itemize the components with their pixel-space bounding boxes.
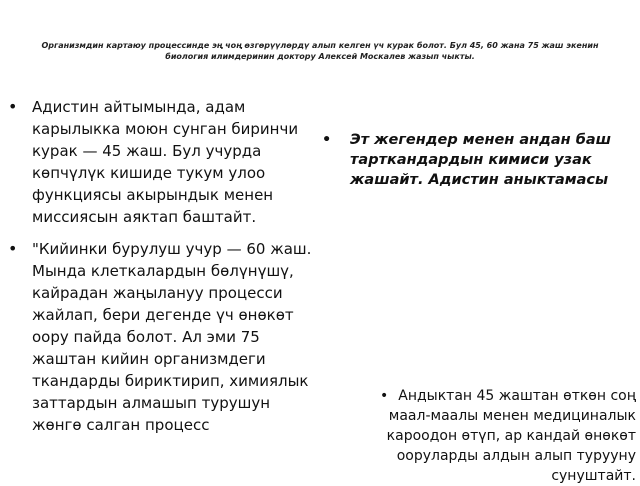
bullet-icon: • [322, 132, 332, 148]
related-article-text: Эт жегендер менен андан баш тарткандардын кимиси узак жашайт. Адистин аныктамасы [350, 132, 612, 188]
list-item [8, 96, 318, 228]
left-column [8, 96, 318, 446]
list-item-text: "Кийинки бурулуш учур — 60 жаш. Мында клеткалардын бөлүнүшү, кайрадан жаңылануу процесси жайлап, бери дегенде үч өнөкөт оору пайда болот. Ал эми 75 жаштан кийин организмдеги ткандарды бириктирип, химиялык заттардын алмашып турушун жөнгө салган процесс [32, 240, 312, 434]
recommendation-paragraph [336, 386, 636, 486]
list-item [8, 238, 318, 436]
bullet-icon: • [8, 239, 18, 258]
bullet-icon: • [8, 97, 18, 116]
related-article-link[interactable] [322, 130, 622, 190]
article-title: Организмдин картаюу процессинде эң чоң өзгөрүүлөрдү алып келген үч курак болот. Бул 45, 60 жана 75 жаш экенин биология илимдеринин доктору Алексей Москалев жазып чыкты. [41, 41, 599, 61]
bullet-icon: • [380, 388, 389, 404]
list-item-text: Адистин айтымында, адам карылыкка моюн сунган биринчи курак — 45 жаш. Бул учурда көпчүлүк кишиде тукум улоо функциясы акырындык менен миссиясын аяктап баштайт. [32, 98, 299, 226]
recommendation-text: Андыктан 45 жаштан өткөн соң маал-маалы менен медициналык кароодон өтүп, ар кандай өнөкөт ооруларды алдын алып турууну сунуштайт. [386, 388, 636, 484]
